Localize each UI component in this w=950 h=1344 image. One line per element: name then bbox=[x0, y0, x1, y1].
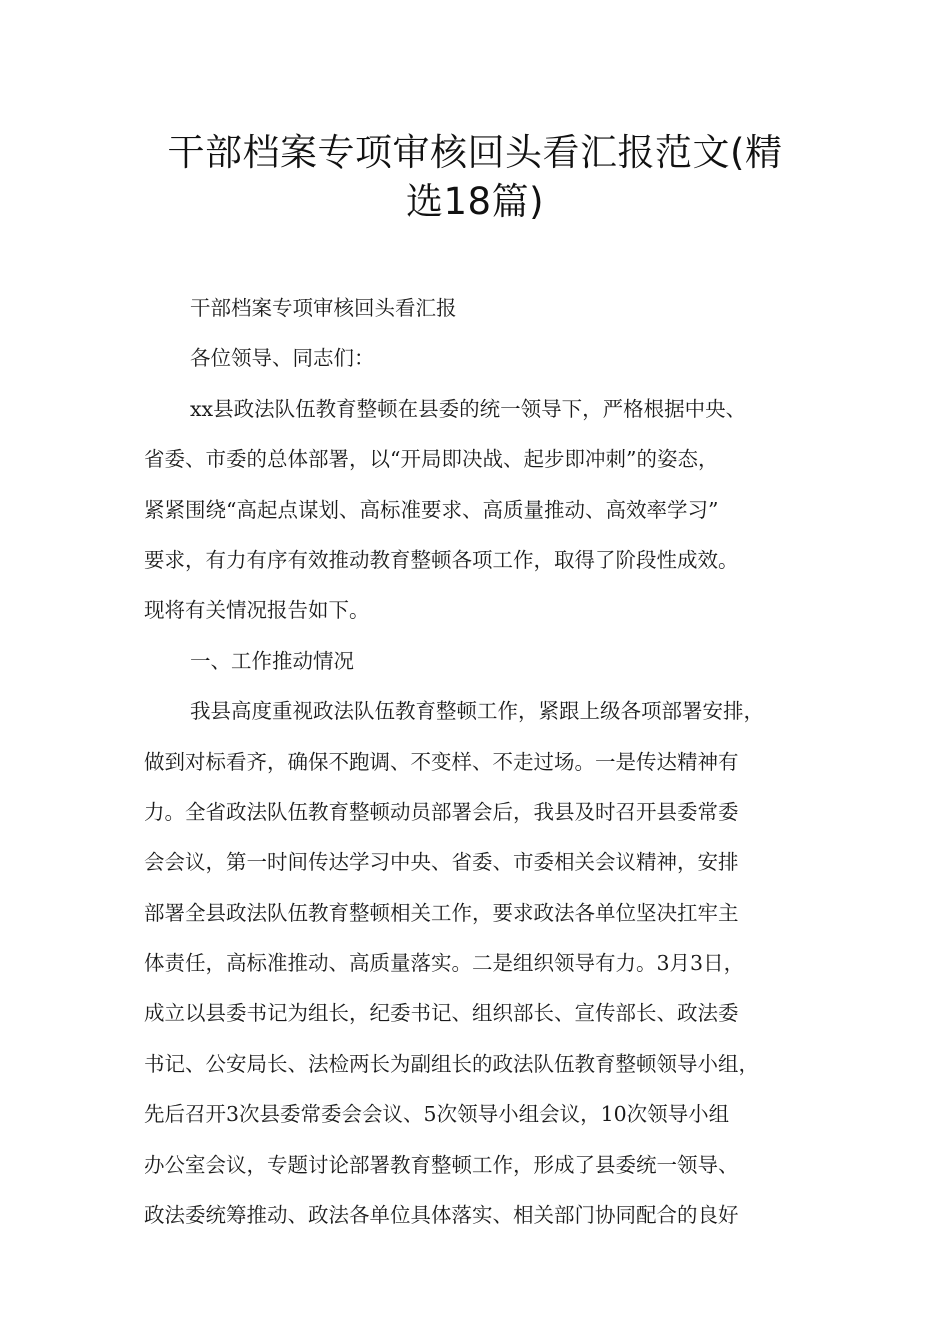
body-line: 成立以县委书记为组长，纪委书记、组织部长、宣传部长、政法委 bbox=[144, 1001, 739, 1026]
body-line: 现将有关情况报告如下。 bbox=[144, 598, 370, 623]
body-line: 力。全省政法队伍教育整顿动员部署会后，我县及时召开县委常委 bbox=[144, 799, 739, 824]
body-line: 各位领导、同志们： bbox=[190, 346, 375, 371]
body-line: 体责任，高标准推动、高质量落实。二是组织领导有力。3月3日， bbox=[144, 951, 745, 976]
body-line: 办公室会议，专题讨论部署教育整顿工作，形成了县委统一领导、 bbox=[144, 1152, 739, 1177]
document-body bbox=[144, 283, 834, 1240]
body-line: 部署全县政法队伍教育整顿相关工作，要求政法各单位坚决扛牢主 bbox=[144, 900, 739, 925]
body-line: 政法委统筹推动、政法各单位具体落实、相关部门协同配合的良好 bbox=[144, 1203, 739, 1228]
body-line: 我县高度重视政法队伍教育整顿工作，紧跟上级各项部署安排， bbox=[190, 699, 764, 724]
title-line-2: 选18篇) bbox=[405, 180, 545, 223]
body-line: 要求，有力有序有效推动教育整顿各项工作，取得了阶段性成效。 bbox=[144, 547, 739, 572]
body-line: 一、工作推动情况 bbox=[190, 648, 354, 673]
body-line: 省委、市委的总体部署，以“开局即决战、起步即冲刺”的姿态， bbox=[144, 447, 719, 472]
body-line: 先后召开3次县委常委会会议、5次领导小组会议，10次领导小组 bbox=[144, 1102, 730, 1127]
body-line: 书记、公安局长、法检两长为副组长的政法队伍教育整顿领导小组， bbox=[144, 1051, 759, 1076]
body-line: 做到对标看齐，确保不跑调、不变样、不走过场。一是传达精神有 bbox=[144, 749, 739, 774]
body-line: xx县政法队伍教育整顿在县委的统一领导下，严格根据中央、 bbox=[190, 396, 747, 421]
body-line: 干部档案专项审核回头看汇报 bbox=[190, 296, 457, 320]
title-line-1: 干部档案专项审核回头看汇报范文(精 bbox=[167, 131, 783, 174]
body-line: 紧紧围绕“高起点谋划、高标准要求、高质量推动、高效率学习” bbox=[144, 497, 719, 522]
body-line: 会会议，第一时间传达学习中央、省委、市委相关会议精神，安排 bbox=[144, 850, 739, 875]
document-title bbox=[120, 128, 830, 226]
